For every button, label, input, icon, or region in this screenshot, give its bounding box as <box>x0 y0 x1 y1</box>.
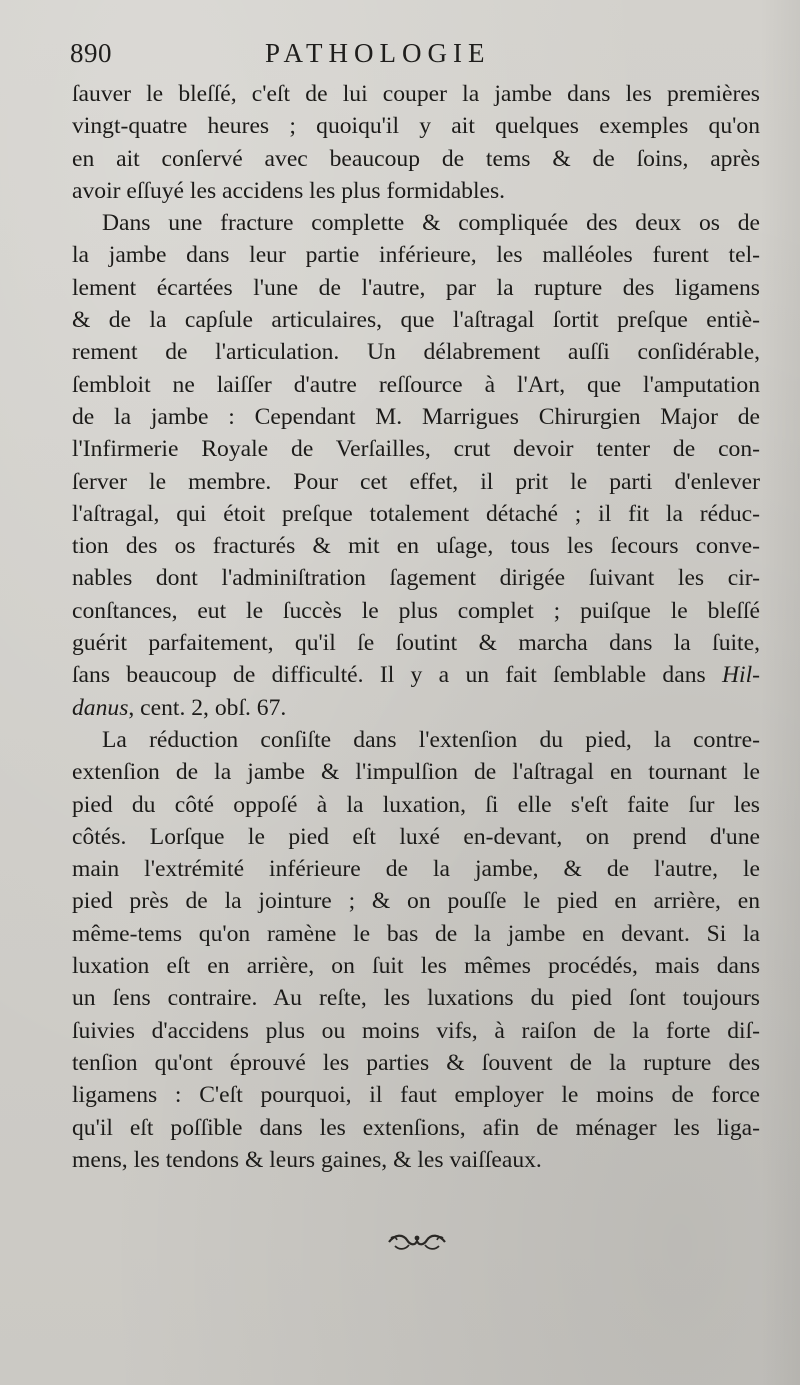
text-line: main l'extrémité inférieure de la jambe, & de l'autre, le <box>72 856 760 883</box>
text-line: l'aſtragal, qui étoit preſque totalement détaché ; il fit la réduc- <box>72 500 760 527</box>
text-line: luxation eſt en arrière, on ſuit les mêmes procédés, mais dans <box>72 953 760 980</box>
text-line: rement de l'articulation. Un délabrement auſſi conſidérable, <box>72 339 760 366</box>
text-line: ſerver le membre. Pour cet effet, il prit le parti d'enlever <box>72 468 760 495</box>
text-line: pied du côté oppoſé à la luxation, ſi elle s'eſt faite ſur les <box>72 791 760 818</box>
fleuron-ornament-icon <box>385 1228 449 1254</box>
text-line: côtés. Lorſque le pied eſt luxé en-devant, on prend d'une <box>72 823 760 850</box>
text-line: un ſens contraire. Au reſte, les luxations du pied ſont toujours <box>72 985 760 1012</box>
text-line: extenſion de la jambe & l'impulſion de l'aſtragal en tournant le <box>72 759 760 786</box>
text-line: la jambe dans leur partie inférieure, les malléoles furent tel- <box>72 242 760 269</box>
text-line: avoir eſſuyé les accidens les plus formidables. <box>72 177 506 204</box>
text-line: ſauver le bleſſé, c'eſt de lui couper la jambe dans les premières <box>72 81 760 107</box>
text-line: en ait conſervé avec beaucoup de tems & de ſoins, après <box>72 145 760 172</box>
text-line: nables dont l'adminiſtration ſagement dirigée ſuivant les cir- <box>72 565 760 592</box>
page-edge-shading <box>760 0 800 1385</box>
page-number: 890 <box>70 38 112 68</box>
paragraph-start-line: La réduction conſiſte dans l'extenſion du pied, la contre- <box>102 726 760 753</box>
text-line: & de la capſule articulaires, que l'aſtragal ſortit preſque entiè- <box>72 307 760 334</box>
text-line: de la jambe : Cependant M. Marrigues Chirurgien Major de <box>72 403 760 430</box>
running-head: PATHOLOGIE <box>265 38 491 68</box>
text-line: tion des os fracturés & mit en uſage, tous les ſecours conve- <box>72 533 760 560</box>
text-line: vingt-quatre heures ; quoiqu'il y ait quelques exemples qu'on <box>72 113 760 140</box>
text-line: ſans beaucoup de difficulté. Il y a un fait ſemblable dans Hil- <box>72 662 760 689</box>
paragraph-start-line: Dans une fracture complette & compliquée des deux os de <box>102 210 760 237</box>
text-line: guérit parfaitement, qu'il ſe ſoutint & marcha dans la ſuite, <box>72 630 760 657</box>
text-line: qu'il eſt poſſible dans les extenſions, afin de ménager les liga- <box>72 1114 760 1141</box>
text-line: ſuivies d'accidens plus ou moins vifs, à raiſon de la forte diſ- <box>72 1017 760 1044</box>
text-line: ligamens : C'eſt pourquoi, il faut employer le moins de force <box>72 1082 760 1109</box>
body-text <box>72 78 760 1176</box>
italic-author: Hil- <box>721 662 760 689</box>
italic-author: danus <box>72 694 129 721</box>
page-header <box>70 38 770 78</box>
text-line: tenſion qu'ont éprouvé les parties & ſouvent de la rupture des <box>72 1049 760 1076</box>
text-line: lement écartées l'une de l'autre, par la rupture des ligamens <box>72 274 760 301</box>
text-line: pied près de la jointure ; & on pouſſe le pied en arrière, en <box>72 888 760 915</box>
text-line: même-tems qu'on ramène le bas de la jambe en devant. Si la <box>72 920 760 947</box>
text-line: danus, cent. 2, obſ. 67. <box>72 694 287 721</box>
text-line: ſembloit ne laiſſer d'autre reſſource à l'Art, que l'amputation <box>72 371 760 398</box>
text-line: mens, les tendons & leurs gaines, & les vaiſſeaux. <box>72 1146 542 1173</box>
text-line: conſtances, eut le ſuccès le plus complet ; puiſque le bleſſé <box>72 597 760 624</box>
text-line: l'Infirmerie Royale de Verſailles, crut devoir tenter de con- <box>72 436 760 463</box>
